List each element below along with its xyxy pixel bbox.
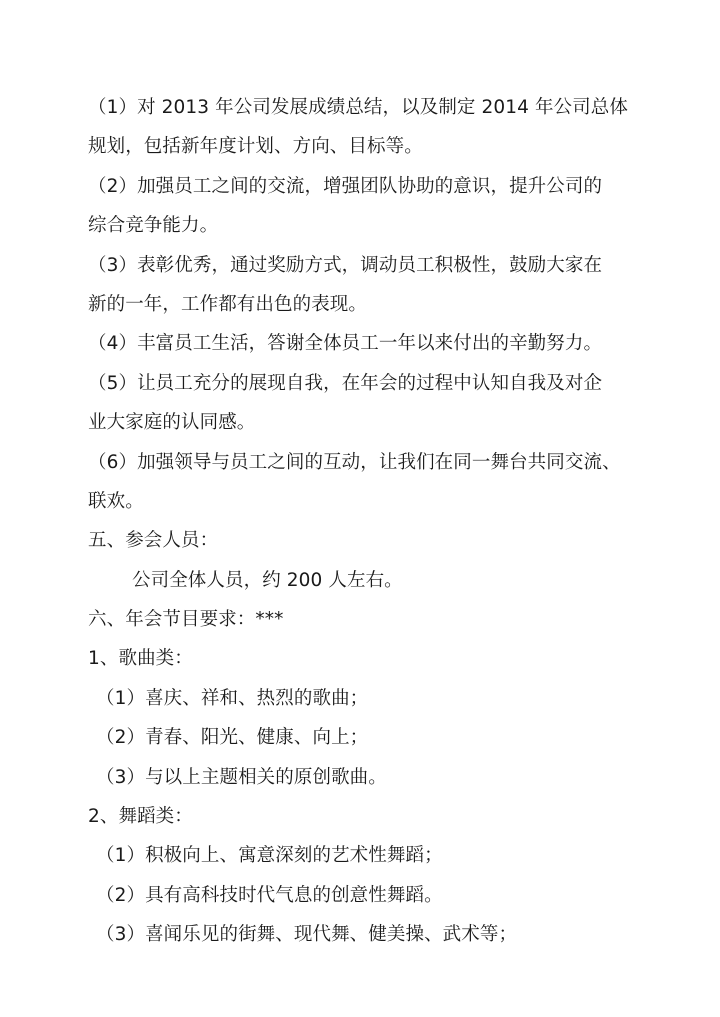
dance-item-2: （2）具有高科技时代气息的创意性舞蹈。 bbox=[96, 884, 443, 906]
list-item-6-line-2: 联欢。 bbox=[88, 490, 144, 512]
list-item-6-line-1: （6）加强领导与员工之间的互动，让我们在同一舞台共同交流、 bbox=[88, 451, 621, 473]
dance-item-1: （1）积极向上、寓意深刻的艺术性舞蹈； bbox=[96, 845, 443, 867]
list-item-5-line-1: （5）让员工充分的展现自我，在年会的过程中认知自我及对企 bbox=[88, 372, 603, 394]
songs-item-1: （1）喜庆、祥和、热烈的歌曲； bbox=[96, 687, 369, 709]
list-item-1-line-1: （1）对 2013 年公司发展成绩总结，以及制定 2014 年公司总体 bbox=[88, 97, 628, 118]
list-item-3-line-1: （3）表彰优秀，通过奖励方式，调动员工积极性，鼓励大家在 bbox=[88, 254, 603, 276]
list-item-3-line-2: 新的一年，工作都有出色的表现。 bbox=[88, 293, 368, 315]
dance-item-3: （3）喜闻乐见的街舞、现代舞、健美操、武术等； bbox=[96, 924, 518, 946]
document-body bbox=[88, 88, 636, 955]
section-heading-program-requirements: 六、年会节目要求：*** bbox=[88, 609, 284, 631]
section-heading-attendees: 五、参会人员： bbox=[88, 530, 219, 552]
list-item-2-line-1: （2）加强员工之间的交流，增强团队协助的意识，提升公司的 bbox=[88, 175, 603, 197]
subheading-dance: 2、舞蹈类： bbox=[88, 806, 193, 828]
list-item-2-line-2: 综合竞争能力。 bbox=[88, 215, 219, 237]
list-item-5-line-2: 业大家庭的认同感。 bbox=[88, 412, 256, 434]
songs-item-2: （2）青春、阳光、健康、向上； bbox=[96, 727, 369, 749]
list-item-1-line-2: 规划，包括新年度计划、方向、目标等。 bbox=[88, 136, 423, 158]
songs-item-3: （3）与以上主题相关的原创歌曲。 bbox=[96, 766, 387, 788]
attendees-text: 公司全体人员，约 200 人左右。 bbox=[132, 569, 403, 591]
subheading-songs: 1、歌曲类： bbox=[88, 648, 193, 670]
list-item-4-line-1: （4）丰富员工生活，答谢全体员工一年以来付出的辛勤努力。 bbox=[88, 333, 603, 355]
